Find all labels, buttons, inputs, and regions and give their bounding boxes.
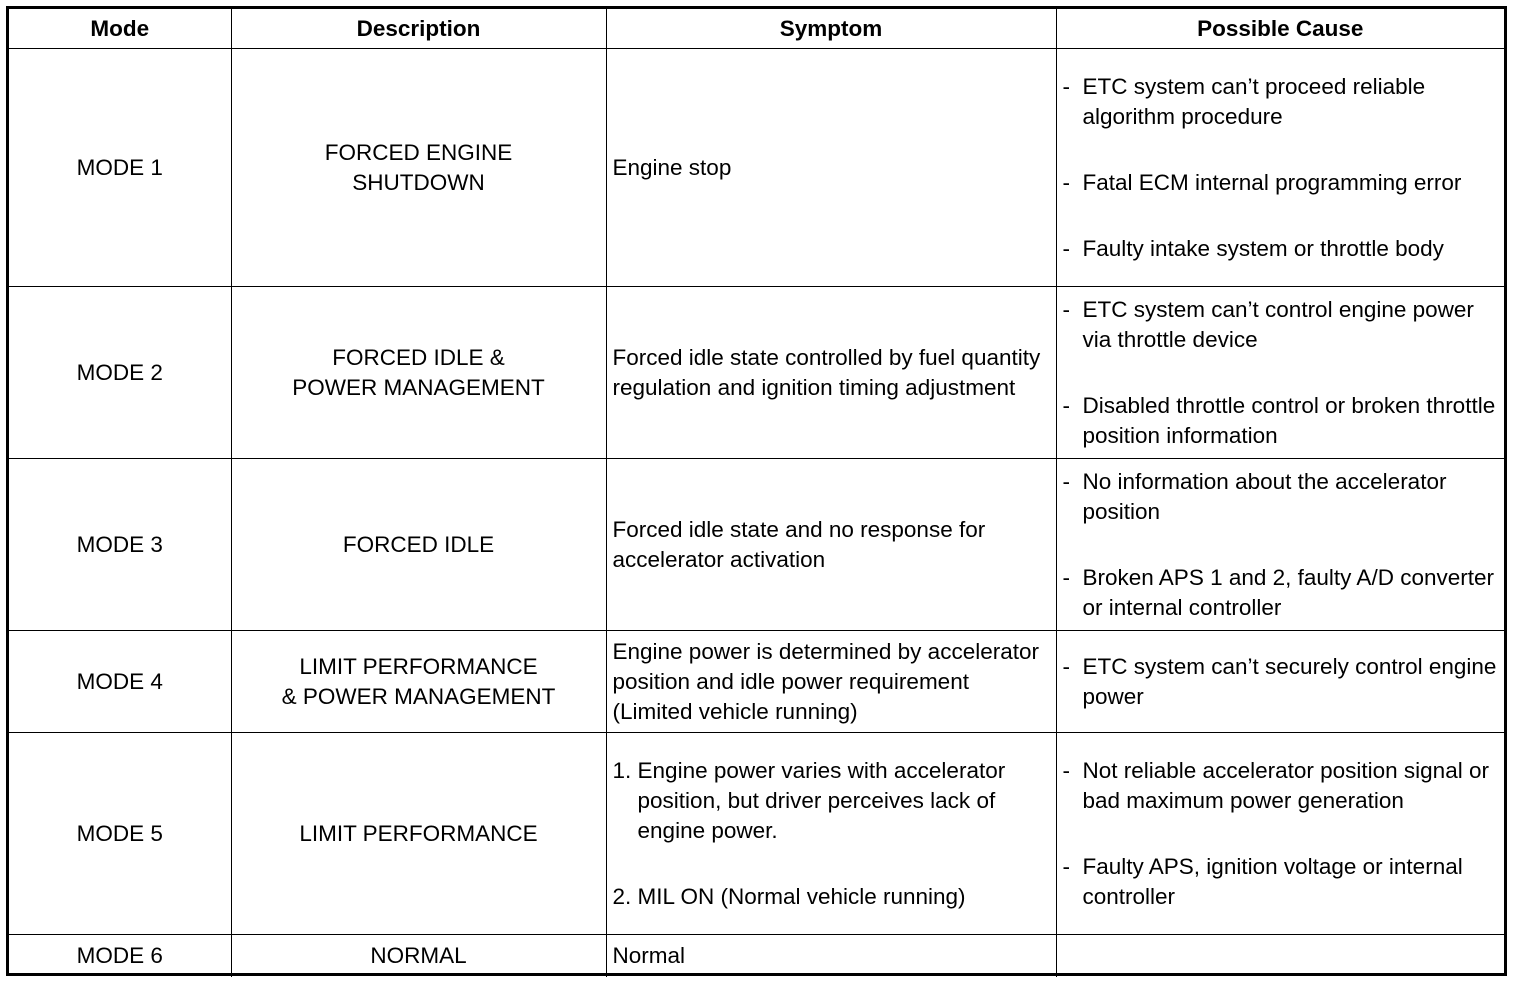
symptom-cell: Forced idle state controlled by fuel quantity regulation and ignition timing adjustment [606, 287, 1056, 459]
table-row [9, 631, 1504, 733]
symptom-cell: Forced idle state and no response for accelerator activation [606, 459, 1056, 631]
cause-item: - Faulty intake system or throttle body [1062, 235, 1444, 261]
mode-cell: MODE 4 [9, 631, 231, 733]
description-cell [231, 935, 606, 977]
cause-item: - Broken APS 1 and 2, faulty A/D converter or internal controller [1062, 564, 1494, 620]
mode-cell: MODE 1 [9, 49, 231, 287]
cause-cell [1056, 287, 1504, 459]
symptom-cell [606, 733, 1056, 935]
cause-cell [1056, 733, 1504, 935]
symptom-cell: Normal [606, 935, 1056, 977]
header-possible-cause: Possible Cause [1056, 9, 1504, 49]
description-line: FORCED IDLE & [332, 344, 505, 370]
description-line: FORCED ENGINE [324, 139, 513, 165]
description-line: POWER MANAGEMENT [292, 374, 545, 400]
cause-item: - Disabled throttle control or broken throttle position information [1062, 392, 1496, 448]
description-cell [231, 733, 606, 935]
description-line: NORMAL [370, 942, 467, 968]
mode-cell: MODE 5 [9, 733, 231, 935]
cause-item: - No information about the accelerator position [1062, 468, 1447, 524]
etc-fail-safe-mode-table [9, 9, 1504, 977]
table-row [9, 935, 1504, 977]
symptom-cell: Engine power is determined by accelerator position and idle power requirement (Limited vehicle running) [606, 631, 1056, 733]
cause-cell [1056, 631, 1504, 733]
cause-item: - Not reliable accelerator position signal or bad maximum power generation [1062, 757, 1489, 813]
description-cell [231, 49, 606, 287]
cause-cell [1056, 935, 1504, 977]
mode-table-frame [6, 6, 1507, 976]
description-cell [231, 459, 606, 631]
table-row [9, 459, 1504, 631]
mode-cell: MODE 2 [9, 287, 231, 459]
description-cell [231, 287, 606, 459]
description-line: LIMIT PERFORMANCE [299, 653, 538, 679]
description-cell [231, 631, 606, 733]
cause-cell [1056, 49, 1504, 287]
description-line: SHUTDOWN [352, 169, 485, 195]
description-line: & POWER MANAGEMENT [281, 683, 556, 709]
cause-item: - Fatal ECM internal programming error [1062, 169, 1462, 195]
table-row [9, 733, 1504, 935]
cause-item: - ETC system can’t control engine power via throttle device [1062, 296, 1474, 352]
table-row [9, 49, 1504, 287]
cause-item: - Faulty APS, ignition voltage or internal controller [1062, 853, 1463, 909]
mode-cell: MODE 6 [9, 935, 231, 977]
header-symptom: Symptom [606, 9, 1056, 49]
header-description: Description [231, 9, 606, 49]
header-mode: Mode [9, 9, 231, 49]
cause-cell [1056, 459, 1504, 631]
mode-cell: MODE 3 [9, 459, 231, 631]
cause-item: - ETC system can’t proceed reliable algorithm procedure [1062, 73, 1426, 129]
header-row [9, 9, 1504, 49]
description-line: LIMIT PERFORMANCE [299, 820, 538, 846]
description-line: FORCED IDLE [342, 531, 495, 557]
cause-item: - ETC system can’t securely control engine power [1062, 653, 1497, 709]
table-row [9, 287, 1504, 459]
symptom-cell: Engine stop [606, 49, 1056, 287]
symptom-item: 1. Engine power varies with accelerator position, but driver perceives lack of engine power. [612, 757, 1006, 843]
symptom-item: 2. MIL ON (Normal vehicle running) [612, 883, 966, 909]
